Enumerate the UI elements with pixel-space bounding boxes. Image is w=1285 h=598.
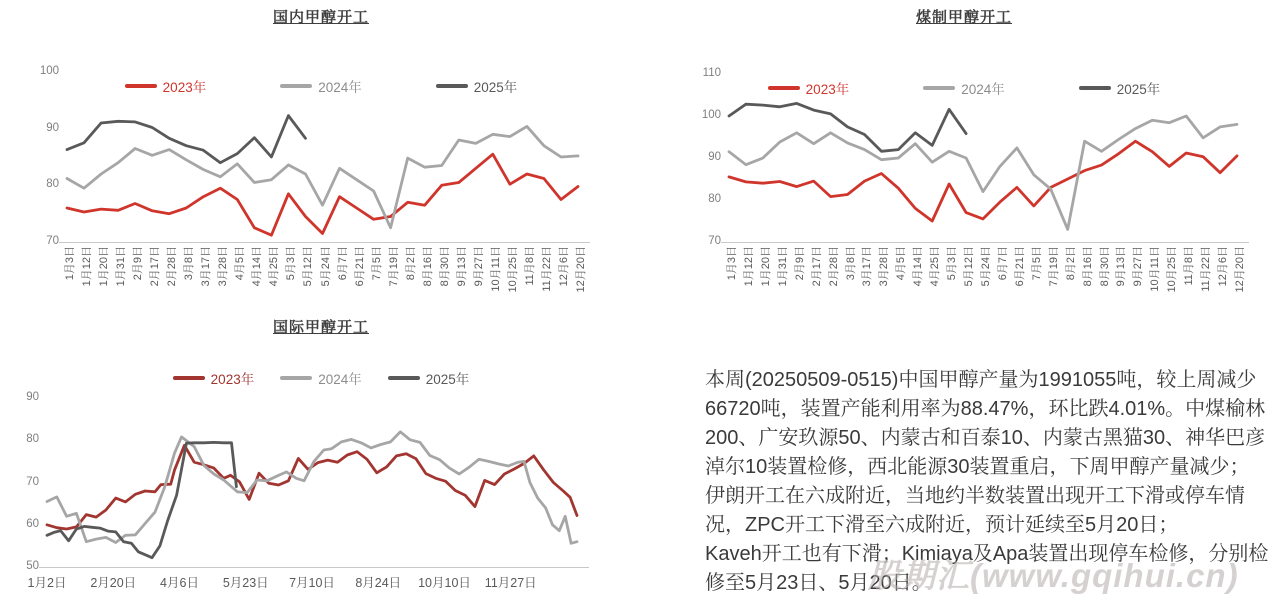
legend-line-swatch (280, 376, 312, 380)
chart-coal-based-methanol-operating-rate (643, 0, 1285, 310)
legend-line-swatch (923, 86, 955, 90)
x-axis-tick-label: 1月2日 (27, 576, 67, 590)
legend-line-swatch (280, 84, 312, 88)
x-axis-tick-label: 4月25日 (929, 246, 942, 287)
plot-area (67, 72, 578, 242)
x-axis-tick-label: 3月28日 (878, 246, 891, 287)
legend-item-2024年 (280, 368, 362, 388)
x-axis-tick-label: 2月17日 (810, 246, 823, 287)
x-axis-tick-label: 9月13日 (1115, 246, 1128, 287)
chart-title: 煤制甲醇开工 (915, 9, 1012, 26)
x-axis-tick-label: 10月11日 (489, 246, 502, 292)
y-axis-tick-label: 90 (46, 121, 59, 134)
x-axis-tick-label: 9月13日 (455, 246, 468, 287)
y-axis-tick-label: 60 (26, 517, 39, 530)
x-axis-tick-label: 12月20日 (1234, 246, 1246, 293)
x-axis-tick-label: 7月10日 (289, 576, 335, 590)
summary-paragraph-iran: 伊朗开工在六成附近，当地约半数装置出现开工下滑或停车情况，ZPC开工下滑至六成附近，预计延续至5月20日； (705, 485, 1245, 536)
y-axis-tick-label: 100 (701, 109, 721, 121)
summary-paragraph-production: 本周(20250509-0515)中国甲醇产量为1991055吨，较上周减少66720吨，装置产能利用率为88.47%，环比跌4.01%。中煤榆林200、广安玖源50、内蒙古和百泰10、内蒙古黑猫30、神华巴彦淖尔10装置检修，西北能源30装置重启，下周甲醇产量减少； (705, 369, 1266, 478)
series-line-2023年 (729, 141, 1237, 221)
x-axis-tick-label: 2月9日 (793, 246, 806, 281)
x-axis-tick-label: 7月19日 (387, 246, 400, 287)
legend-item-2025年 (1079, 78, 1161, 98)
x-axis-tick-label: 5月3日 (285, 246, 298, 281)
series-line-2024年 (47, 432, 577, 544)
x-axis-tick-label: 3月8日 (844, 246, 857, 281)
x-axis-tick-label: 5月12日 (963, 246, 976, 287)
chart-domestic-methanol-operating-rate (0, 0, 642, 310)
legend-label: 2023年 (805, 82, 850, 97)
legend-label: 2025年 (1116, 82, 1161, 97)
x-axis-tick-label: 11月8日 (523, 246, 536, 286)
series-line-2024年 (67, 126, 578, 227)
summary-paragraph-kaveh: Kaveh开工也有下滑；Kimiaya及Apa装置出现停车检修，分别检修至5月23日、5月20日。 (705, 543, 1269, 594)
y-axis-tick-label: 90 (26, 391, 39, 403)
x-axis-line (39, 567, 589, 568)
x-axis-tick-label: 1月31日 (115, 246, 128, 287)
x-axis-tick-label: 1月20日 (98, 246, 111, 287)
chart-international-methanol-operating-rate (0, 310, 642, 598)
x-axis-tick-label: 11月8日 (1183, 246, 1196, 286)
x-axis-tick-label: 6月21日 (1013, 246, 1026, 287)
legend-item-2023年 (125, 76, 207, 96)
plot-area (47, 398, 577, 567)
legend-item-2024年 (280, 76, 362, 96)
y-axis-tick-label: 80 (46, 178, 59, 191)
x-axis-tick-label: 4月25日 (268, 246, 281, 287)
x-axis-tick-label: 5月23日 (222, 576, 269, 590)
series-line-2024年 (729, 116, 1237, 229)
x-axis-tick-label: 2月28日 (827, 246, 840, 287)
legend-line-swatch (436, 84, 468, 88)
x-axis-tick-label: 7月5日 (1030, 246, 1043, 281)
legend-label: 2025年 (473, 80, 518, 95)
y-axis-tick-label: 100 (39, 65, 59, 77)
series-line-2023年 (67, 154, 578, 235)
y-axis-tick-label: 90 (708, 151, 721, 163)
x-axis-tick-label: 10月11日 (1149, 246, 1162, 292)
legend-item-2023年 (768, 78, 850, 98)
x-axis-tick-label: 4月5日 (234, 246, 247, 281)
x-axis-tick-label: 3月8日 (183, 246, 196, 281)
y-axis-tick-label: 80 (26, 433, 39, 446)
legend-label: 2024年 (318, 372, 362, 387)
x-axis-tick-label: 2月9日 (132, 246, 145, 281)
x-axis-tick-label: 11月27日 (484, 576, 537, 590)
x-axis-tick-label: 5月24日 (319, 246, 332, 287)
legend-line-swatch (173, 376, 205, 380)
y-axis-tick-label: 50 (26, 560, 39, 572)
x-axis-tick-label: 4月6日 (160, 576, 199, 590)
chart-title: 国际甲醇开工 (272, 319, 369, 336)
x-axis-tick-label: 12月6日 (557, 246, 570, 287)
x-axis-tick-label: 4月5日 (895, 246, 908, 281)
legend-line-swatch (388, 376, 420, 380)
x-axis-tick-label: 1月31日 (776, 246, 789, 287)
x-axis-tick-label: 10月25日 (506, 246, 519, 293)
series-line-2025年 (67, 116, 306, 163)
x-axis-tick-label: 2月28日 (166, 246, 179, 287)
x-axis-tick-label: 10月25日 (1166, 246, 1179, 293)
legend (0, 368, 642, 388)
x-axis-tick-label: 8月30日 (1098, 246, 1111, 287)
y-axis-tick-label: 70 (708, 235, 721, 247)
legend-item-2025年 (436, 76, 518, 96)
y-axis-tick-label: 110 (702, 67, 721, 79)
x-axis-tick-label: 1月20日 (759, 246, 772, 287)
x-axis-tick-label: 5月12日 (302, 246, 315, 287)
legend-label: 2024年 (318, 80, 362, 95)
x-axis-tick-label: 6月7日 (336, 246, 349, 281)
x-axis-tick-label: 8月24日 (355, 576, 402, 590)
legend (0, 76, 642, 96)
x-axis-tick-label: 11月22日 (540, 246, 553, 292)
x-axis-tick-label: 1月3日 (726, 246, 738, 281)
legend-label: 2025年 (425, 372, 470, 387)
x-axis-tick-label: 9月27日 (1132, 246, 1145, 287)
y-axis-tick-label: 70 (46, 235, 59, 247)
x-axis-tick-label: 2月20日 (90, 576, 137, 590)
x-axis-tick-label: 5月24日 (980, 246, 992, 287)
x-axis-line (59, 242, 590, 243)
x-axis-tick-label: 8月16日 (1081, 246, 1094, 287)
legend-label: 2024年 (961, 82, 1005, 97)
x-axis-tick-label: 7月5日 (370, 246, 383, 281)
x-axis-tick-label: 3月17日 (200, 246, 213, 287)
x-axis-tick-label: 1月3日 (64, 246, 76, 281)
series-line-2023年 (47, 445, 577, 529)
plot-area (729, 74, 1237, 242)
x-axis-tick-label: 7月19日 (1047, 246, 1060, 287)
chart-title: 国内甲醇开工 (272, 9, 369, 26)
x-axis-tick-label: 8月2日 (1064, 246, 1077, 281)
legend-line-swatch (768, 86, 800, 90)
x-axis-tick-label: 3月17日 (861, 246, 874, 287)
legend-label: 2023年 (162, 80, 207, 95)
x-axis-tick-label: 6月7日 (996, 246, 1009, 281)
legend-item-2024年 (923, 78, 1005, 98)
site-watermark: 股期汇(www.gqihui.cn) (868, 557, 1239, 594)
x-axis-tick-label: 12月20日 (575, 246, 587, 293)
legend-item-2025年 (388, 368, 470, 388)
legend-item-2023年 (173, 368, 255, 388)
x-axis-tick-label: 5月3日 (946, 246, 959, 281)
x-axis-tick-label: 2月17日 (149, 246, 162, 287)
x-axis-tick-label: 1月12日 (742, 246, 755, 287)
x-axis-tick-label: 10月10日 (418, 576, 471, 590)
weekly-summary-text (643, 310, 1285, 598)
x-axis-tick-label: 11月22日 (1200, 246, 1213, 292)
x-axis-tick-label: 8月2日 (404, 246, 417, 281)
x-axis-tick-label: 8月16日 (421, 246, 434, 287)
x-axis-tick-label: 6月21日 (353, 246, 366, 287)
x-axis-tick-label: 3月28日 (217, 246, 230, 287)
y-axis-tick-label: 80 (708, 193, 721, 205)
legend-label: 2023年 (210, 372, 255, 387)
series-line-2025年 (47, 442, 236, 557)
legend-line-swatch (1079, 86, 1111, 90)
x-axis-tick-label: 4月14日 (912, 246, 925, 287)
x-axis-tick-label: 8月30日 (438, 246, 451, 287)
legend (643, 78, 1285, 98)
x-axis-tick-label: 1月12日 (81, 246, 94, 287)
y-axis-tick-label: 70 (26, 475, 39, 488)
x-axis-tick-label: 4月14日 (251, 246, 264, 287)
x-axis-tick-label: 9月27日 (472, 246, 485, 287)
x-axis-tick-label: 12月6日 (1217, 246, 1230, 287)
x-axis-line (721, 242, 1249, 243)
legend-line-swatch (125, 84, 157, 88)
